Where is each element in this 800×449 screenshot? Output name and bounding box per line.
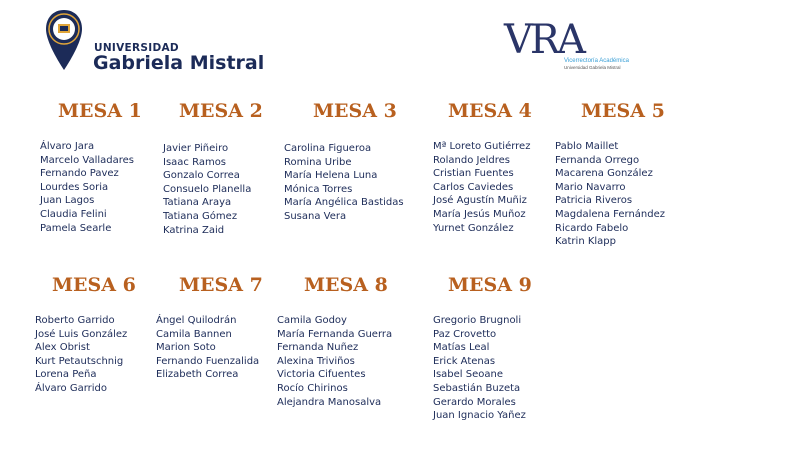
university-name: Gabriela Mistral xyxy=(93,52,265,74)
vra-subtitle-small: Universidad Gabriela Mistral xyxy=(564,65,621,70)
mesa-2 xyxy=(163,100,263,237)
list-item: Camila Bannen xyxy=(156,328,232,340)
list-item: Isaac Ramos xyxy=(163,156,227,168)
list-item: Lourdes Soria xyxy=(40,181,109,193)
list-item: Fernanda Orrego xyxy=(555,154,640,166)
list-item: Gerardo Morales xyxy=(433,396,516,408)
mesa-5 xyxy=(555,100,665,249)
list-item: Camila Godoy xyxy=(277,315,347,326)
list-item: Javier Piñeiro xyxy=(163,143,229,154)
list-item: Katrin Klapp xyxy=(555,236,616,248)
list-item: Juan Ignacio Yañez xyxy=(433,410,526,422)
vra-logo xyxy=(500,16,660,76)
list-item: Fernando Fuenzalida xyxy=(156,355,260,367)
list-item: Carlos Caviedes xyxy=(433,181,514,193)
list-item: Mario Navarro xyxy=(555,181,626,193)
names-list xyxy=(555,140,665,249)
mesa-title: MESA 9 xyxy=(448,274,532,296)
mesa-title: MESA 5 xyxy=(581,100,665,122)
university-seal-icon xyxy=(44,8,84,72)
mesa-7 xyxy=(156,274,263,382)
mesa-3 xyxy=(284,100,404,224)
list-item: Sebastián Buzeta xyxy=(433,382,521,394)
list-item: Yurnet González xyxy=(433,222,514,234)
list-item: María Jesús Muñoz xyxy=(433,208,526,220)
list-item: Tatiana Gómez xyxy=(163,210,238,222)
university-label: UNIVERSIDAD xyxy=(94,42,179,54)
vra-subtitle: Vicerrectoría Académica xyxy=(564,58,629,64)
mesa-1 xyxy=(40,100,142,235)
names-list xyxy=(284,142,404,224)
list-item: Gregorio Brugnoli xyxy=(433,315,522,326)
list-item: Mónica Torres xyxy=(284,183,353,195)
mesa-8 xyxy=(277,274,393,409)
list-item: Matías Leal xyxy=(433,342,490,354)
list-item: Katrina Zaid xyxy=(163,224,225,236)
list-item: Kurt Petautschnig xyxy=(35,355,124,367)
mesa-title: MESA 7 xyxy=(179,274,263,296)
names-list xyxy=(35,314,136,396)
list-item: Claudia Felini xyxy=(40,208,107,220)
list-item: Elizabeth Correa xyxy=(156,369,239,381)
list-item: Susana Vera xyxy=(284,210,347,222)
list-item: Rolando Jeldres xyxy=(433,154,510,166)
list-item: Isabel Seoane xyxy=(433,369,503,381)
list-item: Roberto Garrido xyxy=(35,315,115,326)
mesa-title: MESA 1 xyxy=(58,100,142,122)
list-item: Patricia Riveros xyxy=(555,195,633,207)
names-list xyxy=(163,142,263,237)
vra-logo-text: VRA xyxy=(504,17,583,63)
names-list xyxy=(156,314,263,382)
list-item: José Luis González xyxy=(35,328,128,340)
names-list xyxy=(277,314,392,409)
list-item: Fernanda Nuñez xyxy=(277,342,359,354)
list-item: Marcelo Valladares xyxy=(40,154,134,166)
list-item: María Angélica Bastidas xyxy=(284,197,404,209)
list-item: Pablo Maillet xyxy=(555,141,619,152)
list-item: Álvaro Jara xyxy=(40,141,95,152)
list-item: Tatiana Araya xyxy=(163,197,232,209)
list-item: Ricardo Fabelo xyxy=(555,222,629,234)
list-item: María Fernanda Guerra xyxy=(277,328,393,340)
mesa-title: MESA 6 xyxy=(52,274,136,296)
names-list xyxy=(433,140,532,235)
list-item: José Agustín Muñiz xyxy=(433,195,527,207)
list-item: Fernando Pavez xyxy=(40,168,119,180)
list-item: Pamela Searle xyxy=(40,222,112,234)
mesa-9 xyxy=(433,274,532,423)
list-item: Erick Atenas xyxy=(433,355,496,367)
list-item: Rocío Chirinos xyxy=(277,382,348,394)
names-list xyxy=(433,314,532,423)
list-item: Romina Uribe xyxy=(284,156,352,168)
university-logo xyxy=(44,8,274,76)
list-item: Macarena González xyxy=(555,168,653,180)
list-item: Lorena Peña xyxy=(35,369,97,381)
list-item: Paz Crovetto xyxy=(433,328,497,340)
list-item: Gonzalo Correa xyxy=(163,170,240,182)
list-item: Alexina Triviños xyxy=(277,355,355,367)
mesa-4 xyxy=(433,100,532,235)
list-item: Cristian Fuentes xyxy=(433,168,514,180)
list-item: Victoria Cifuentes xyxy=(277,369,366,381)
mesa-6 xyxy=(35,274,136,396)
mesa-title: MESA 8 xyxy=(304,274,388,296)
names-list xyxy=(40,140,142,235)
list-item: Carolina Figueroa xyxy=(284,143,372,154)
list-item: Juan Lagos xyxy=(40,195,95,207)
list-item: María Helena Luna xyxy=(284,170,378,182)
mesa-title: MESA 2 xyxy=(179,100,263,122)
list-item: Consuelo Planella xyxy=(163,183,252,195)
list-item: Alejandra Manosalva xyxy=(277,396,382,408)
list-item: Alex Obrist xyxy=(35,342,90,354)
mesa-title: MESA 3 xyxy=(313,100,397,122)
mesa-title: MESA 4 xyxy=(448,100,532,122)
list-item: Magdalena Fernández xyxy=(555,208,665,220)
list-item: Álvaro Garrido xyxy=(35,382,108,394)
list-item: Ángel Quilodrán xyxy=(156,315,237,326)
list-item: Marion Soto xyxy=(156,342,216,354)
list-item: Mª Loreto Gutiérrez xyxy=(433,141,531,152)
